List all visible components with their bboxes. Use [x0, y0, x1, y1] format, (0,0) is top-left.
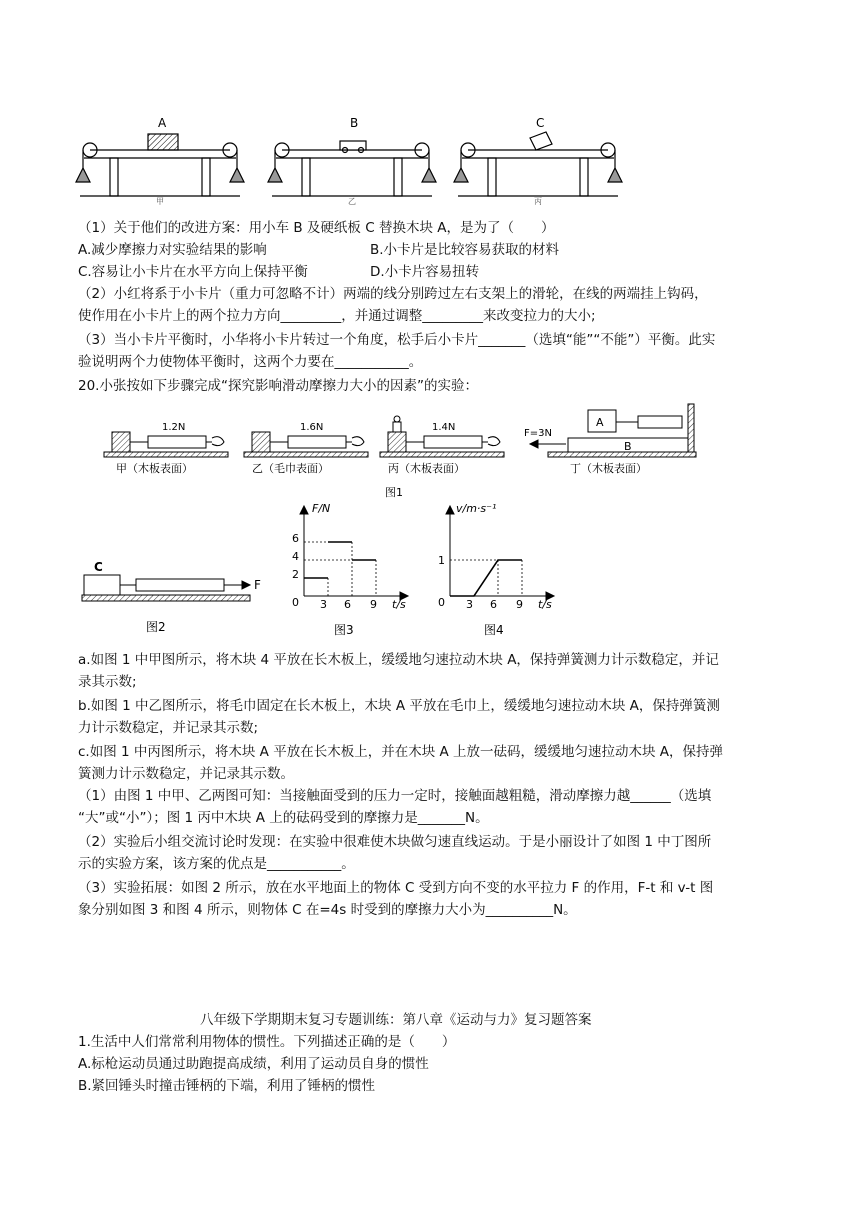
object-c: C	[94, 560, 103, 574]
fig3-xtick-6: 6	[344, 598, 351, 611]
caption-jia: 甲	[156, 197, 164, 206]
sub1-line1: （1）由图 1 中甲、乙两图可知：当接触面受到的压力一定时，接触面越粗糙，滑动摩擦力越______（选填	[78, 788, 712, 804]
answer-q1: 1.生活中人们常常利用物体的惯性。下列描述正确的是（ ）	[78, 1034, 456, 1050]
table-jia	[76, 143, 244, 196]
fig4-title: 图4	[484, 623, 504, 637]
label-b: B	[350, 116, 359, 130]
fig4-xtick-6: 6	[490, 598, 497, 611]
v-t-plot	[450, 560, 522, 596]
step-b-line2: 力计示数稳定，并记录其示数;	[78, 720, 259, 736]
q2-line1: （2）小红将系于小卡片（重力可忽略不计）两端的线分别跨过左右支架上的滑轮，在线的两端挂上钩码，	[78, 286, 708, 302]
q3-line1: （3）当小卡片平衡时，小华将小卡片转过一个角度，松手后小卡片_______（选填“能”“不能”）平衡。此实	[78, 332, 716, 348]
fig4-xlabel: t/s	[538, 598, 552, 611]
option-b: B.小卡片是比较容易获取的材料	[370, 242, 560, 258]
answer-option-b: B.紧回锤头时撞击锤柄的下端，利用了锤柄的惯性	[78, 1078, 376, 1094]
figure-1	[100, 400, 700, 500]
setup-yi	[244, 432, 368, 457]
f-t-plot	[304, 542, 376, 596]
force-ding: F=3N	[524, 428, 552, 439]
fig3-ylabel: F/N	[312, 502, 331, 515]
step-a-line2: 录其示数;	[78, 674, 137, 690]
fig4-xtick-3: 3	[466, 598, 473, 611]
fig4-origin: 0	[438, 596, 445, 609]
fig4-xtick-9: 9	[516, 598, 523, 611]
q1-text: （1）关于他们的改进方案：用小车 B 及硬纸板 C 替换木块 A，是为了（ ）	[78, 220, 555, 236]
fig4-ylabel: v/m·s⁻¹	[456, 502, 497, 515]
reading-jia: 1.2N	[162, 422, 186, 433]
caption-yi-fig1: 乙（毛巾表面）	[252, 462, 329, 475]
fig3-origin: 0	[292, 596, 299, 609]
fig3-xtick-3: 3	[320, 598, 327, 611]
step-b-line1: b.如图 1 中乙图所示，将毛巾固定在长木板上，木块 A 平放在毛巾上，缓缓地匀速拉动木块 A，保持弹簧测	[78, 698, 720, 714]
setup-ding	[530, 404, 696, 457]
table-bing	[454, 132, 622, 196]
fig2-title: 图2	[146, 620, 166, 634]
caption-bing: 丙	[534, 197, 542, 206]
answer-option-a: A.标枪运动员通过助跑提高成绩，利用了运动员自身的惯性	[78, 1056, 429, 1072]
top-figures	[70, 112, 630, 207]
problem-20-title: 20.小张按如下步骤完成“探究影响滑动摩擦力大小的因素”的实验：	[78, 378, 478, 394]
reading-bing: 1.4N	[432, 422, 456, 433]
option-c: C.容易让小卡片在水平方向上保持平衡	[78, 264, 308, 280]
label-c: C	[536, 116, 545, 130]
sub2-line1: （2）实验后小组交流讨论时发现：在实验中很难使木块做匀速直线运动。于是小丽设计了如图 1 中丁图所	[78, 834, 712, 850]
setup-jia	[104, 432, 228, 457]
sub1-line2: “大”或“小”）；图 1 丙中木块 A 上的砝码受到的摩擦力是_______N。	[78, 810, 489, 826]
caption-ding-fig1: 丁（木板表面）	[570, 462, 647, 475]
caption-jia-fig1: 甲（木板表面）	[116, 462, 193, 475]
fig3-title: 图3	[334, 623, 354, 637]
step-a-line1: a.如图 1 中甲图所示，将木块 4 平放在长木板上，缓缓地匀速拉动木块 A，保持弹簧测力计示数稳定，并记	[78, 652, 719, 668]
caption-bing-fig1: 丙（木板表面）	[388, 462, 465, 475]
q2-line2: 使作用在小卡片上的两个拉力方向_________，并通过调整_________来改变拉力的大小;	[78, 308, 596, 324]
fig3-ytick-4: 4	[292, 550, 299, 563]
option-d: D.小卡片容易扭转	[370, 264, 480, 280]
step-c-line1: c.如图 1 中丙图所示，将木块 A 平放在长木板上，并在木块 A 上放一砝码，缓缓地匀速拉动木块 A，保持弹	[78, 744, 724, 760]
fig1-title: 图1	[385, 486, 403, 499]
caption-yi: 乙	[348, 197, 356, 206]
fig3-ytick-6: 6	[292, 532, 299, 545]
answer-title: 八年级下学期期末复习专题训练：第八章《运动与力》复习题答案	[200, 1012, 592, 1028]
q3-line2: 验说明两个力使物体平衡时，这两个力要在___________。	[78, 354, 423, 370]
fig3-xlabel: t/s	[392, 598, 406, 611]
block-a-ding: A	[596, 416, 604, 429]
table-yi	[268, 141, 436, 196]
force-f: F	[254, 578, 261, 592]
sub3-line1: （3）实验拓展：如图 2 所示，放在水平地面上的物体 C 受到方向不变的水平拉力 F 的作用，F-t 和 v-t 图	[78, 880, 714, 896]
block-b-ding: B	[624, 440, 632, 453]
fig3-xtick-9: 9	[370, 598, 377, 611]
sub2-line2: 示的实验方案，该方案的优点是___________。	[78, 856, 355, 872]
label-a: A	[158, 116, 167, 130]
block-a	[148, 134, 178, 150]
figure-4	[430, 496, 570, 641]
step-c-line2: 簧测力计示数稳定，并记录其示数。	[78, 766, 294, 782]
option-a: A.减少摩擦力对实验结果的影响	[78, 242, 267, 258]
figure-3	[284, 496, 424, 641]
sub3-line2: 象分别如图 3 和图 4 所示，则物体 C 在=4s 时受到的摩擦力大小为__________N。	[78, 902, 577, 918]
reading-yi: 1.6N	[300, 422, 324, 433]
fig4-ytick-1: 1	[438, 554, 445, 567]
figure-2	[80, 555, 270, 640]
v-line	[450, 560, 522, 596]
fig3-ytick-2: 2	[292, 568, 299, 581]
